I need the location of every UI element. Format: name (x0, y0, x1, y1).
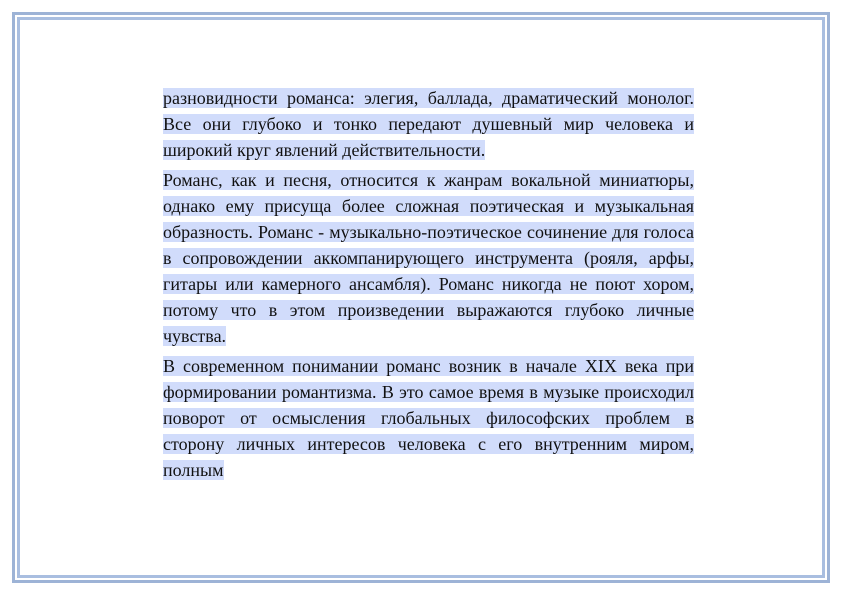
paragraph-3-text: В современном понимании романс возник в начале XIX века при формировании романтизма. В это самое время в музыке происходил поворот от осмысления глобальных философских проблем в сторону личных интересов человека с его внутренним миром, полным (163, 356, 694, 480)
document-text-block (163, 85, 694, 483)
paragraph-1-text: разновидности романса: элегия, баллада, драматический монолог. Все они глубоко и тонко передают душевный мир человека и широкий круг явлений действительности. (163, 88, 694, 160)
paragraph-1 (163, 85, 694, 163)
paragraph-2 (163, 167, 694, 349)
paragraph-2-text: Романс, как и песня, относится к жанрам вокальной миниатюры, однако ему присуща более сложная поэтическая и музыкальная образность. Романс - музыкально-поэтическое сочинение для голоса в сопровождении аккомпанирующего инструмента (рояля, арфы, гитары или камерного ансамбля). Романс никогда не поют хором, потому что в этом произведении выражаются глубоко личные чувства. (163, 170, 694, 346)
paragraph-3 (163, 353, 694, 483)
